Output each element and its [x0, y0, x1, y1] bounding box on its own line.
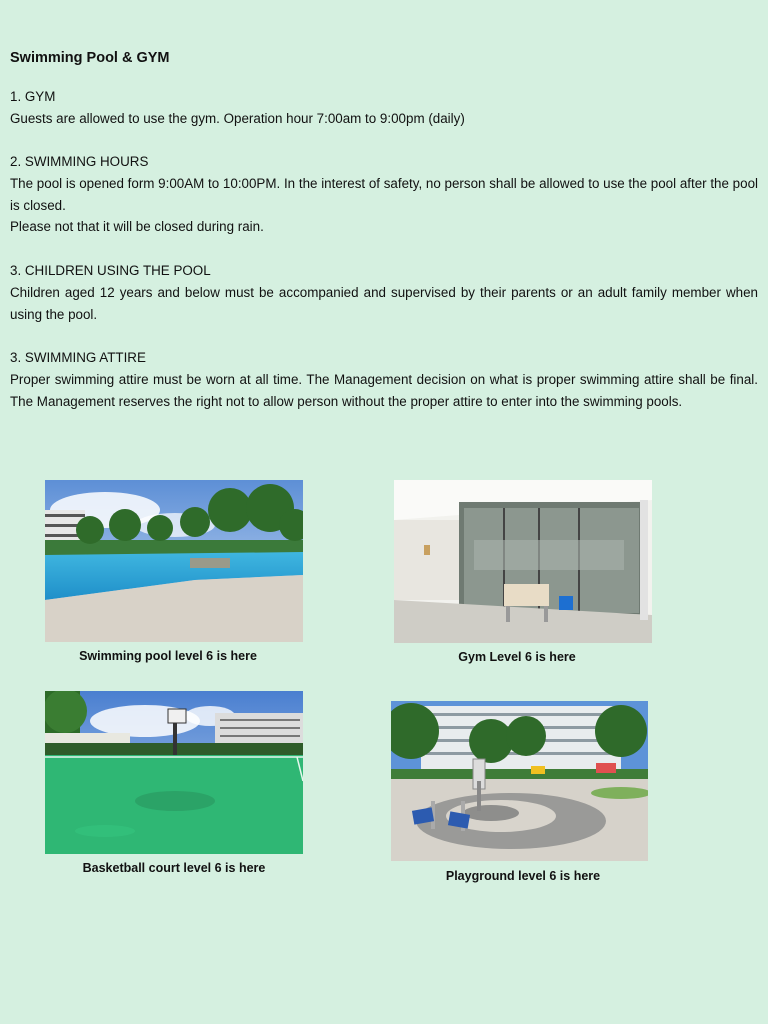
section-heading: 3. CHILDREN USING THE POOL: [10, 263, 211, 278]
basketball-court-photo: [45, 691, 303, 854]
section-text: Proper swimming attire must be worn at all time. The Management decision on what is proper swimming attire shall be final. The Management reserves the right not to allow person without the proper attire to enter into the swimming pools.: [10, 371, 758, 409]
section-heading: 1. GYM: [10, 89, 56, 104]
section-children: [10, 260, 758, 325]
page-title: Swimming Pool & GYM: [10, 50, 170, 66]
gym-photo: [394, 480, 652, 643]
photo-caption: Basketball court level 6 is here: [82, 861, 266, 875]
section-gym: [10, 86, 758, 130]
section-swimming-attire: [10, 347, 758, 412]
section-text: The pool is opened form 9:00AM to 10:00PM. In the interest of safety, no person shall be allowed to use the pool after the pool is closed.: [10, 175, 758, 213]
section-text: Guests are allowed to use the gym. Operation hour 7:00am to 9:00pm (daily): [10, 110, 465, 126]
photo-caption: Swimming pool level 6 is here: [79, 649, 257, 663]
photo-caption: Gym Level 6 is here: [458, 650, 576, 664]
section-text: Children aged 12 years and below must be accompanied and supervised by their parents or an adult family member when using the pool.: [10, 284, 758, 322]
section-heading: 3. SWIMMING ATTIRE: [10, 350, 146, 365]
section-text: Please not that it will be closed during rain.: [10, 219, 264, 235]
playground-photo: [391, 701, 648, 861]
section-heading: 2. SWIMMING HOURS: [10, 154, 149, 169]
photo-caption: Playground level 6 is here: [445, 869, 601, 883]
swimming-pool-photo: [45, 480, 303, 642]
section-swimming-hours: [10, 151, 758, 238]
